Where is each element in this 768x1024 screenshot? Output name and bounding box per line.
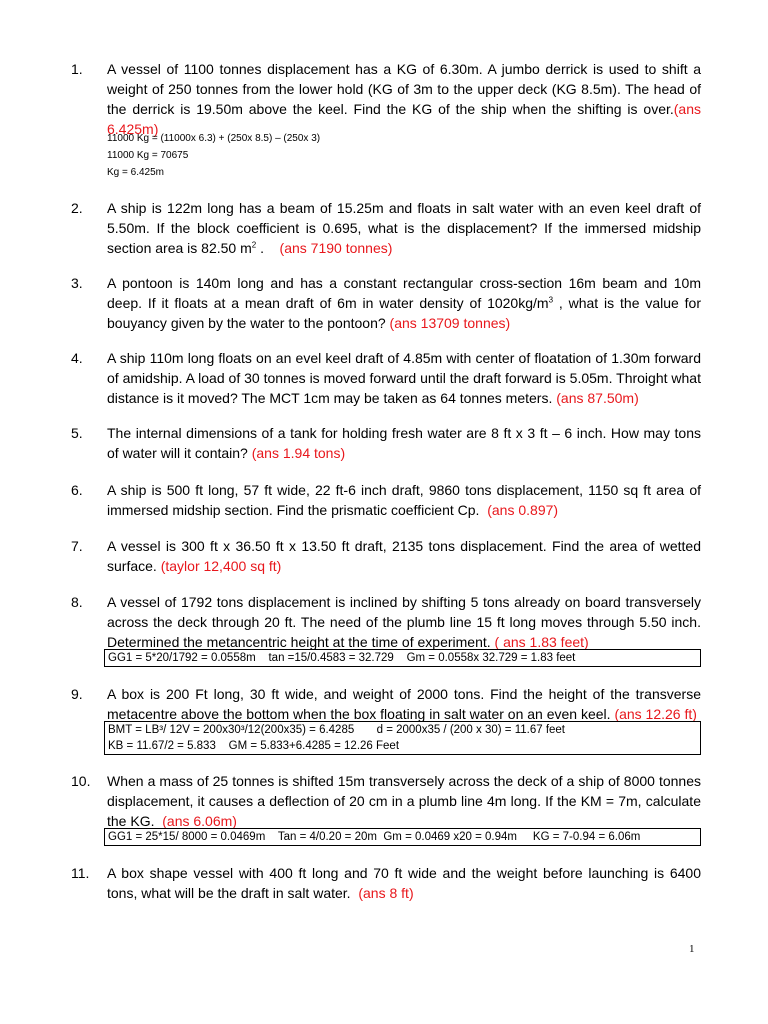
question-text: A pontoon is 140m long and has a constant rectangular cross-section 16m beam and 10m deep. If it floats at a mean draft of 6m in water density of $1020kg/m^3$ , what is the value for bouyancy given by the water to the pontoon? (ans 13709 tonnes): [107, 275, 702, 331]
question-text: A box shape vessel with 400 ft long and 70 ft wide and the weight before launching is 6400 tons, what will be the draft in salt water. (ans 8 ft): [107, 865, 701, 901]
question-text: A vessel of 1792 tons displacement is inclined by shifting 5 tons already on board transversely across the deck through 20 ft. The need of the plumb line 15 ft long moves through 5.50 inch. Determined the metancentric height at the time of experiment. ( ans 1.83 feet): [107, 594, 701, 650]
working-line: Kg = 6.425m: [107, 167, 164, 178]
question-text: The internal dimensions of a tank for holding fresh water are 8 ft x 3 ft – 6 inch. How may tons of water will it contain? (ans 1.94 tons): [107, 425, 701, 461]
answer: (ans 8 ft): [358, 885, 414, 901]
question-number: 8.: [71, 594, 83, 610]
question-text: A ship 110m long floats on an evel keel draft of 4.85m with center of floatation of 1.30m forward of amidship. A load of 30 tonnes is moved forward until the draft forward is 5.05m. Throight what distance is it moved? The MCT 1cm may be taken as 64 tonnes meters. (ans 87.50m): [107, 350, 701, 406]
question-number: 9.: [71, 686, 83, 702]
answer: (ans 1.94 tons): [251, 445, 346, 461]
working-line: 11000 Kg = 70675: [107, 150, 189, 161]
answer: ( ans 1.83 feet): [494, 634, 589, 650]
answer: (ans 13709 tonnes): [389, 315, 511, 331]
question-number: 10.: [71, 773, 91, 789]
question-text: A vessel is 300 ft x 36.50 ft x 13.50 ft draft, 2135 tons displacement. Find the area of wetted surface. (taylor 12,400 sq ft): [107, 538, 701, 574]
question-text: A box is 200 Ft long, 30 ft wide, and weight of 2000 tons. Find the height of the transverse metacentre above the bottom when the box floating in salt water on an even keel. (ans 12.26 ft): [107, 686, 701, 722]
working-box: GG1 = 25*15/ 8000 = 0.0469m Tan = 4/0.20 = 20m Gm = 0.0469 x20 = 0.94m KG = 7-0.94 = 6.06m: [104, 828, 701, 846]
question-number: 2.: [71, 200, 83, 216]
answer: (ans 7190 tonnes): [279, 240, 393, 256]
working-line: KB = 11.67/2 = 5.833 GM = 5.833+6.4285 = 12.26 Feet: [108, 740, 400, 752]
question-number: 4.: [71, 350, 83, 366]
question-text: When a mass of 25 tonnes is shifted 15m transversely across the deck of a ship of 8000 tonnes displacement, it causes a deflection of 20 cm in a plumb line 4m long. If the KM = 7m, calculate the KG. (ans 6.06m): [107, 773, 701, 829]
question-text: A ship is 122m long has a beam of 15.25m and floats in salt water with an even keel draft of 5.50m. If the block coefficient is 0.695, what is the displacement? If the immersed midship section area is 82.50 $m^2$ . (ans 7190 tonnes): [107, 200, 701, 256]
answer: (ans 6.425m): [107, 101, 701, 137]
question-number: 6.: [71, 482, 83, 498]
question-number: 5.: [71, 425, 83, 441]
question-text: A ship is 500 ft long, 57 ft wide, 22 ft-6 inch draft, 9860 tons displacement, 1150 sq ft area of immersed midship section. Find the prismatic coefficient Cp. (ans 0.897): [107, 482, 701, 518]
question-number: 3.: [71, 275, 83, 291]
working-box: GG1 = 5*20/1792 = 0.0558m tan =15/0.4583 = 32.729 Gm = 0.0558x 32.729 = 1.83 feet: [104, 649, 701, 667]
answer: (ans 0.897): [487, 502, 559, 518]
working-line: 11000 Kg = (11000x 6.3) + (250x 8.5) – (250x 3): [107, 133, 321, 144]
working-line: BMT = LB³/ 12V = 200x30³/12(200x35) = 6.4285 d = 2000x35 / (200 x 30) = 11.67 feet: [108, 724, 566, 736]
answer: (ans 87.50m): [556, 390, 639, 406]
answer: (ans 6.06m): [162, 813, 237, 829]
page-number: 1: [689, 943, 695, 955]
question-text: A vessel of 1100 tonnes displacement has a KG of 6.30m. A jumbo derrick is used to shift a weight of 250 tonnes from the lower hold (KG of 3m to the upper deck (KG 8.5m). The head of the derrick is 19.50m above the keel. Find the KG of the ship when the shifting is over.(ans 6.425m): [107, 61, 701, 137]
answer: (taylor 12,400 sq ft): [160, 558, 282, 574]
question-number: 1.: [71, 61, 83, 77]
question-number: 11.: [71, 865, 90, 881]
question-number: 7.: [71, 538, 83, 554]
answer: (ans 12.26 ft): [614, 706, 697, 722]
working-box: [104, 721, 701, 755]
